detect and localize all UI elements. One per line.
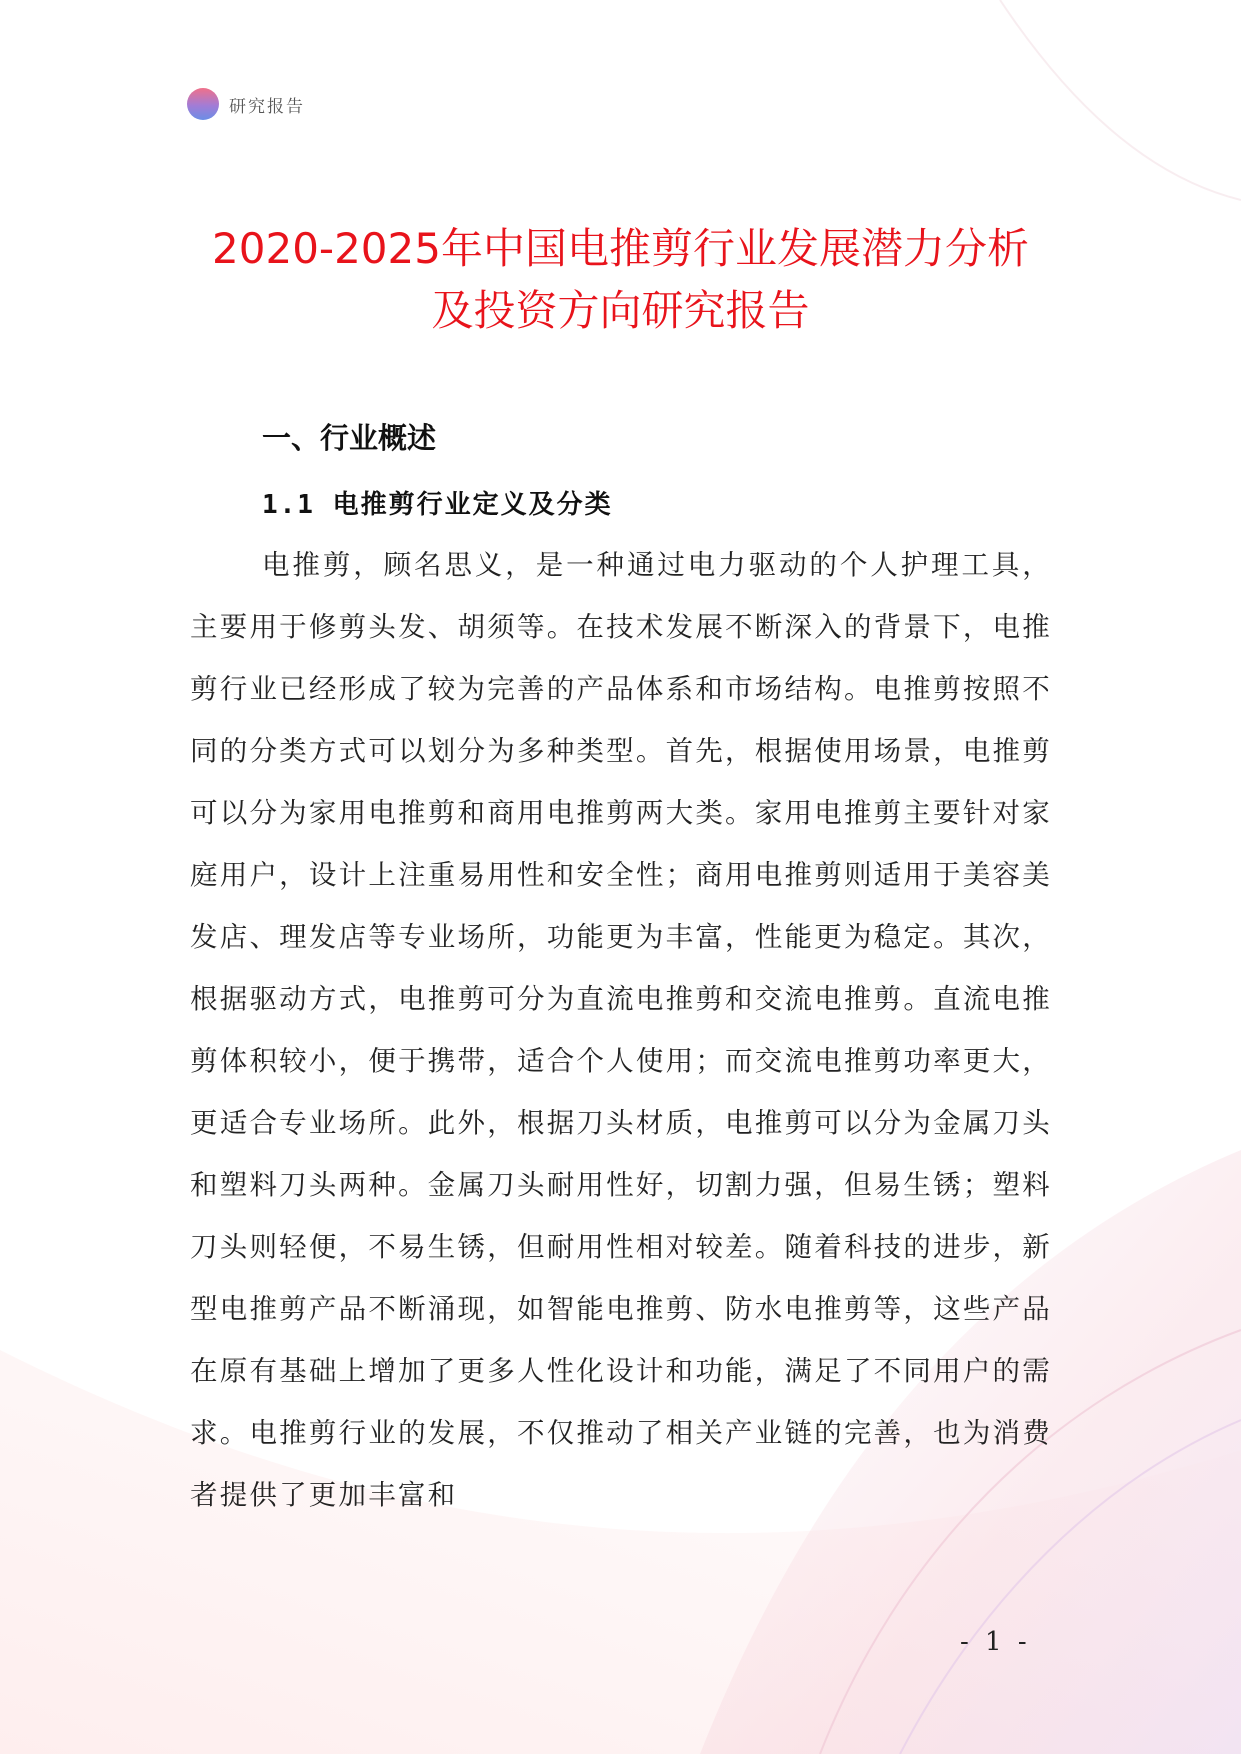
title-line-2: 及投资方向研究报告 xyxy=(431,286,810,335)
section-heading: 一、行业概述 xyxy=(262,421,437,455)
page-number: - 1 - xyxy=(960,1627,1031,1657)
body-paragraph: 电推剪，顾名思义，是一种通过电力驱动的个人护理工具，主要用于修剪头发、胡须等。在技术发展不断深入的背景下，电推剪行业已经形成了较为完善的产品体系和市场结构。电推剪按照不同的分类方式可以划分为多种类型。首先，根据使用场景，电推剪可以分为家用电推剪和商用电推剪两大类。家用电推剪主要针对家庭用户，设计上注重易用性和安全性；商用电推剪则适用于美容美发店、理发店等专业场所，功能更为丰富，性能更为稳定。其次，根据驱动方式，电推剪可分为直流电推剪和交流电推剪。直流电推剪体积较小，便于携带，适合个人使用；而交流电推剪功率更大，更适合专业场所。此外，根据刀头材质，电推剪可以分为金属刀头和塑料刀头两种。金属刀头耐用性好，切割力强，但易生锈；塑料刀头则轻便，不易生锈，但耐用性相对较差。随着科技的进步，新型电推剪产品不断涌现，如智能电推剪、防水电推剪等，这些产品在原有基础上增加了更多人性化设计和功能，满足了不同用户的需求。电推剪行业的发展，不仅推动了相关产业链的完善，也为消费者提供了更加丰富和 xyxy=(190,549,1052,1511)
report-title xyxy=(150,218,1091,342)
logo-icon xyxy=(187,88,219,120)
header-label: 研究报告 xyxy=(229,96,305,117)
report-header xyxy=(187,88,305,120)
title-line-1: 2020-2025年中国电推剪行业发展潜力分析 xyxy=(212,224,1029,273)
subsection-heading: 1.1 电推剪行业定义及分类 xyxy=(262,490,613,520)
